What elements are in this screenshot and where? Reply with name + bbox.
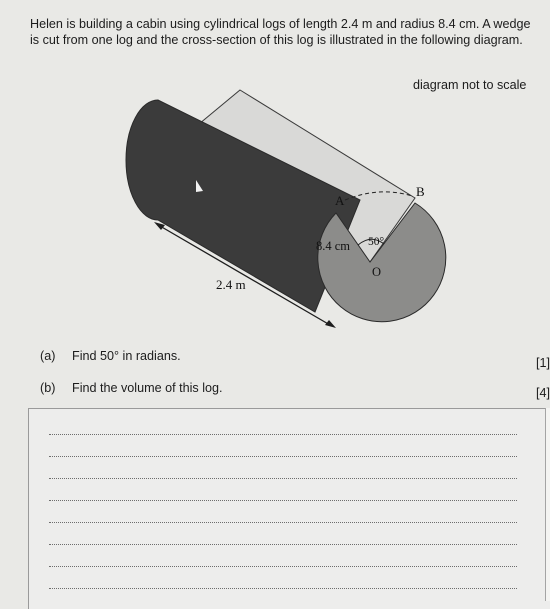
answer-line[interactable] bbox=[49, 478, 517, 479]
length-label: 2.4 m bbox=[216, 277, 246, 292]
part-a bbox=[40, 349, 540, 367]
part-b bbox=[40, 381, 540, 399]
length-arrowhead-end bbox=[325, 320, 336, 328]
part-a-text: Find 50° in radians. bbox=[72, 349, 181, 363]
part-a-label: (a) bbox=[40, 349, 56, 363]
part-b-text: Find the volume of this log. bbox=[72, 381, 223, 395]
answer-line[interactable] bbox=[49, 544, 517, 545]
angle-label: 50° bbox=[368, 236, 385, 248]
radius-label: 8.4 cm bbox=[316, 239, 351, 253]
label-b: B bbox=[416, 184, 425, 199]
label-a: A bbox=[335, 193, 345, 208]
answer-line[interactable] bbox=[49, 588, 517, 589]
part-a-marks: [1] bbox=[536, 356, 550, 370]
part-b-marks: [4] bbox=[536, 386, 550, 400]
answer-area[interactable] bbox=[28, 408, 550, 609]
part-b-label: (b) bbox=[40, 381, 56, 395]
answer-line[interactable] bbox=[49, 522, 517, 523]
question-intro: Helen is building a cabin using cylindrical logs of length 2.4 m and radius 8.4 cm. A wedge is cut from one log and the cross-section of this log is illustrated in the following diagram. bbox=[30, 17, 531, 47]
label-o: O bbox=[372, 265, 382, 279]
page-edge bbox=[545, 408, 550, 601]
diagram-note: diagram not to scale bbox=[413, 78, 527, 92]
answer-line[interactable] bbox=[49, 456, 517, 457]
answer-line[interactable] bbox=[49, 500, 517, 501]
answer-line[interactable] bbox=[49, 434, 517, 435]
answer-line[interactable] bbox=[49, 566, 517, 567]
